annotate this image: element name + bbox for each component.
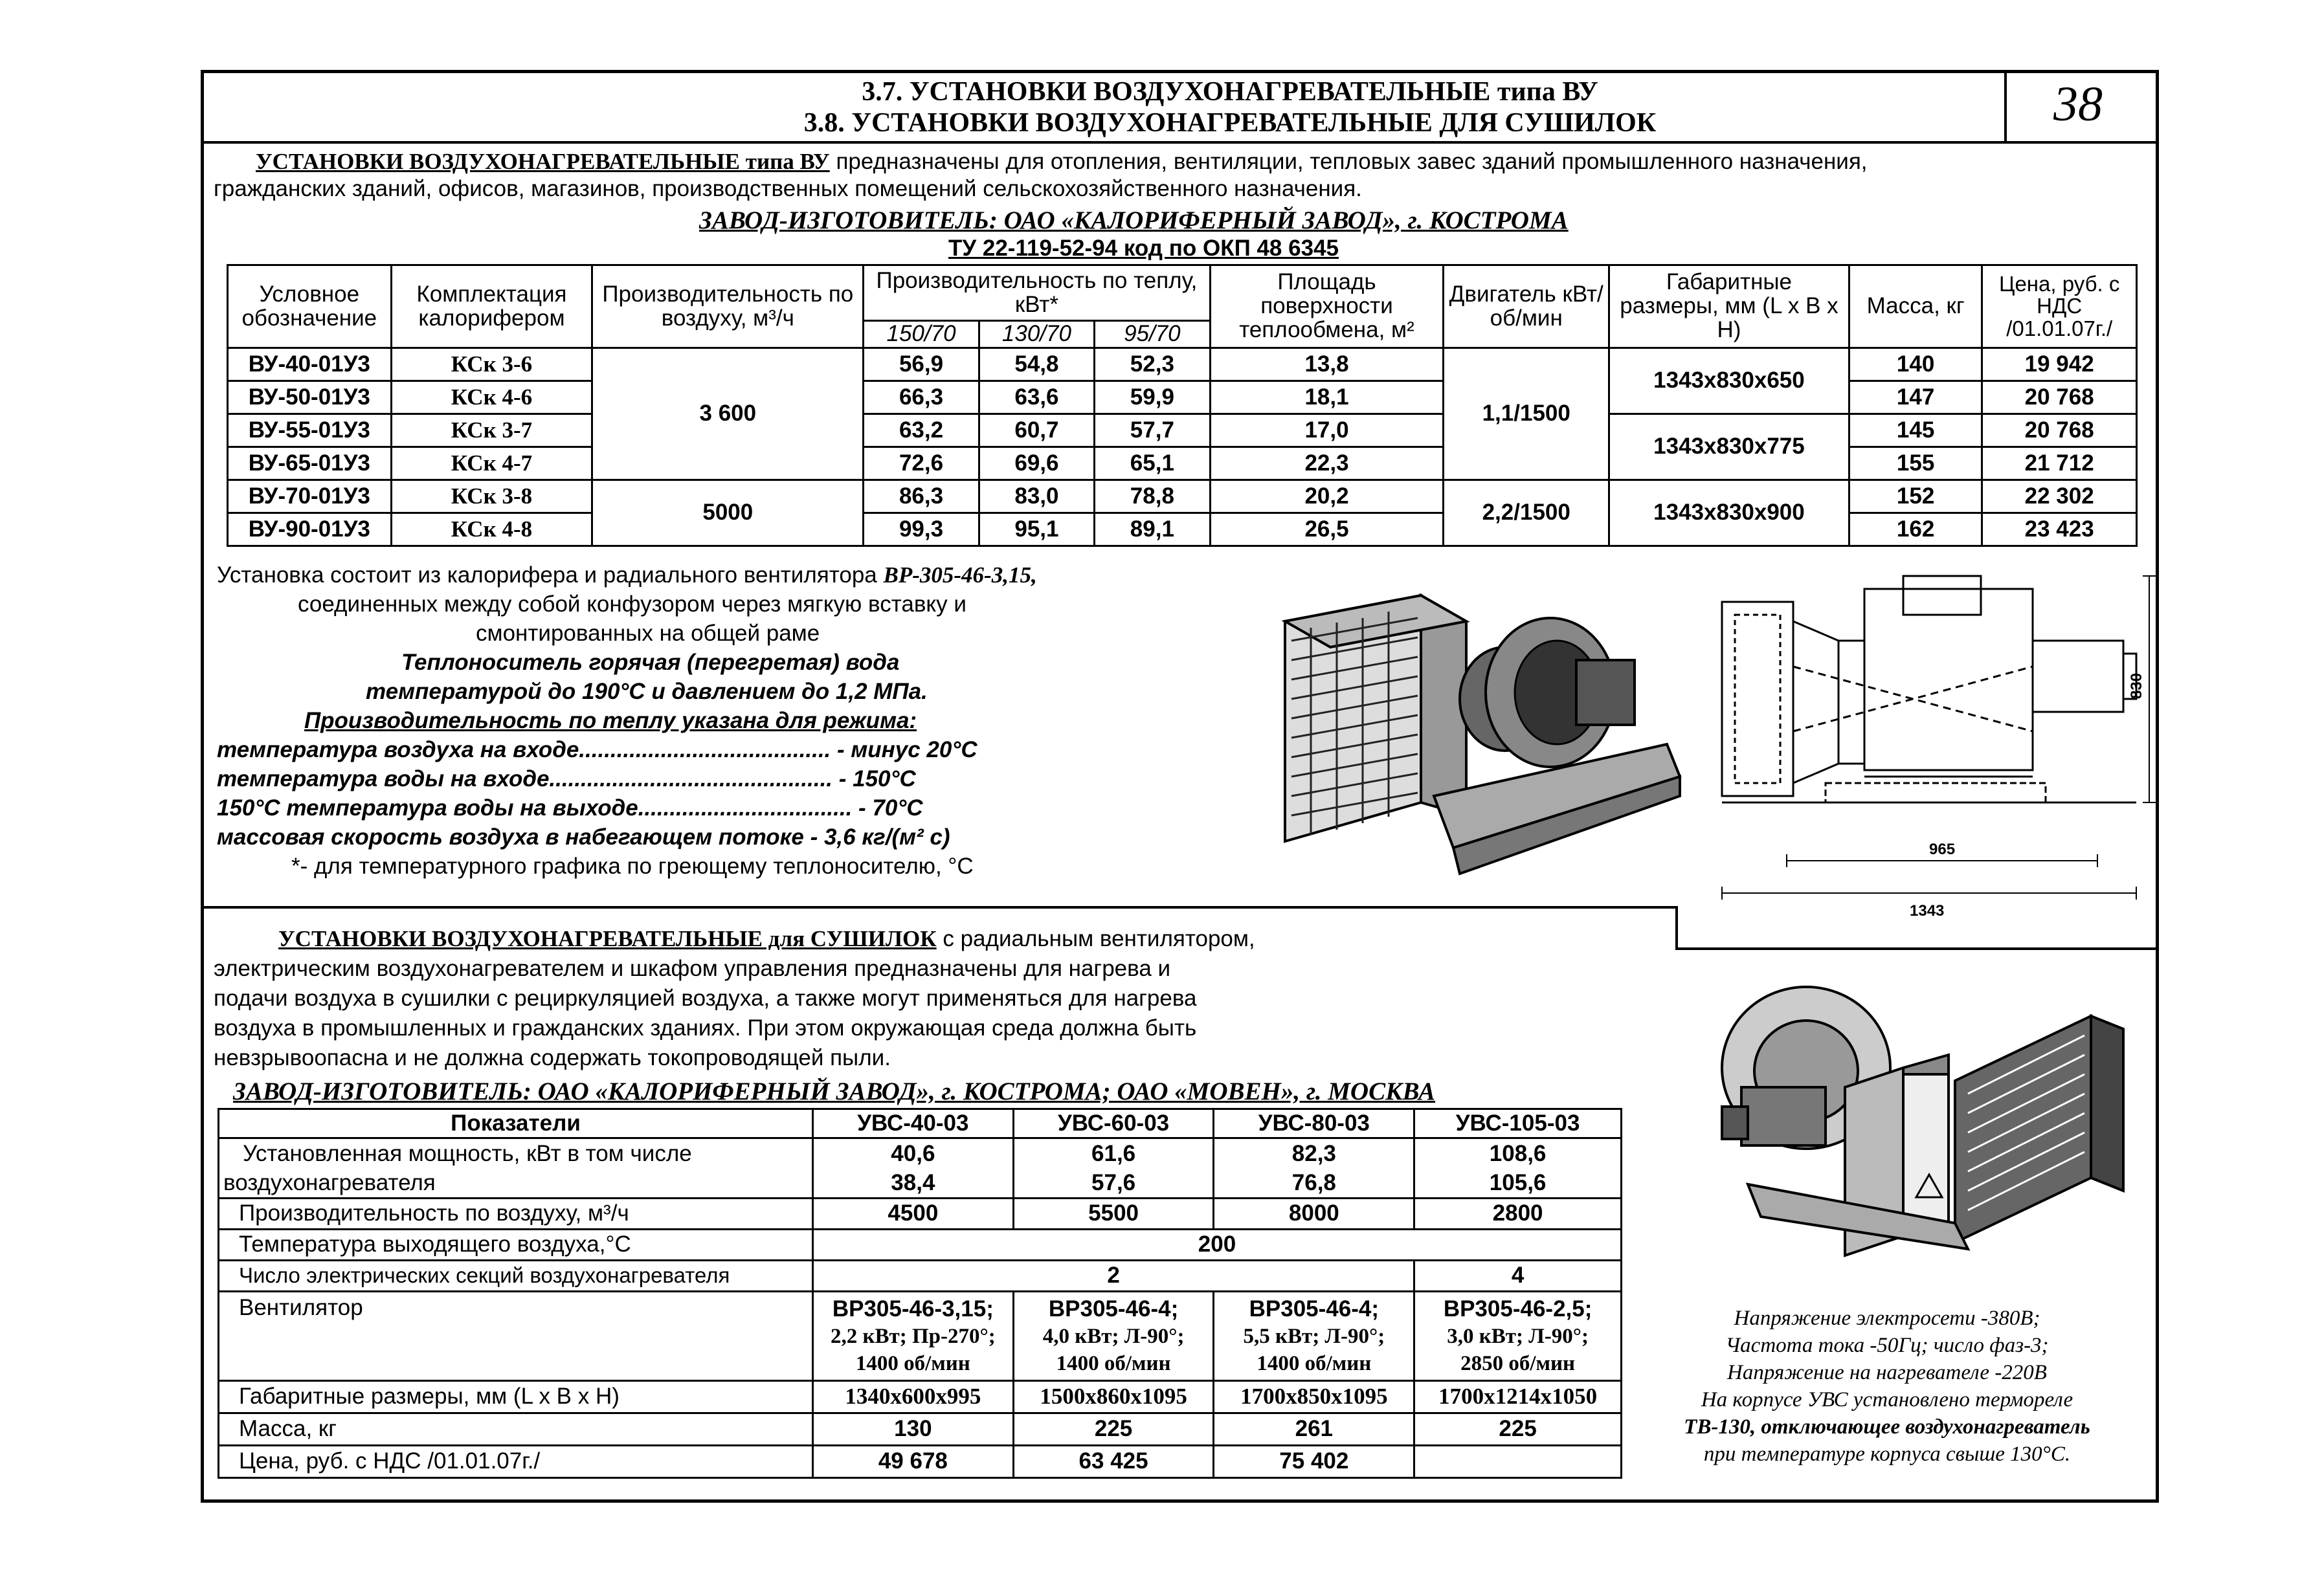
- title-underline: [201, 141, 2159, 144]
- row-area: 26,5: [1210, 513, 1444, 546]
- row-mass: 162: [1849, 513, 1982, 546]
- air-value: 4500: [813, 1199, 1014, 1230]
- row-price: 19 942: [1982, 348, 2137, 381]
- row-area: 22,3: [1210, 447, 1444, 480]
- row-h2: 69,6: [979, 447, 1094, 480]
- dryer-line-4: воздуха в промышленных и гражданских зданиях. При этом окружающая среда должна быть: [214, 1015, 1197, 1041]
- dim-width-label-2: 1343: [1910, 902, 1945, 920]
- desc-line-8: температура воды на входе............................................. - 150°С: [217, 766, 916, 791]
- dryer-line-2: электрическим воздухонагревателем и шкафом управления предназначены для нагрева и: [214, 956, 1171, 981]
- dryer-lead: УСТАНОВКИ ВОЗДУХОНАГРЕВАТЕЛЬНЫЕ для СУШИЛОК: [278, 926, 937, 951]
- row-heater: КСк 4-7: [391, 447, 592, 480]
- note-line: Напряжение на нагревателе -220В: [1727, 1361, 2047, 1384]
- row-area: 17,0: [1210, 414, 1444, 447]
- intro-line-2: гражданских зданий, офисов, магазинов, производственных помещений сельскохозяйственного назначения.: [214, 176, 1362, 201]
- fan-spec: 4,0 кВт; Л-90°;: [1042, 1324, 1185, 1348]
- dims-value: 1500x860x1095: [1013, 1381, 1214, 1413]
- price-value: 75 402: [1214, 1446, 1414, 1478]
- table-row: [228, 348, 2137, 381]
- fan-model: ВР305-46-4;: [1048, 1296, 1179, 1321]
- section-separator-step: [1675, 906, 1678, 950]
- temp-value: 200: [813, 1230, 1622, 1261]
- note-line: Частота тока -50Гц; число фаз-3;: [1725, 1334, 2049, 1357]
- price-value: 49 678: [813, 1446, 1014, 1478]
- desc-line-10: массовая скорость воздуха в набегающем потоке - 3,6 кг/(м² с): [217, 824, 950, 850]
- table-row: [219, 1292, 1622, 1381]
- motor-1-1: 1,1/1500: [1444, 348, 1609, 480]
- fan-spec: 5,5 кВт; Л-90°;: [1243, 1324, 1385, 1348]
- row-area: 18,1: [1210, 381, 1444, 414]
- row-heater: КСк 4-6: [391, 381, 592, 414]
- price-label: Цена, руб. с НДС /01.01.07г./: [219, 1446, 813, 1478]
- row-price: 22 302: [1982, 480, 2137, 513]
- power-value: 82,3: [1291, 1141, 1336, 1166]
- th-uvs-105: УВС-105-03: [1414, 1109, 1622, 1138]
- row-mass: 147: [1849, 381, 1982, 414]
- note-line: На корпусе УВС установлено термореле: [1701, 1388, 2073, 1411]
- dims-label: Габаритные размеры, мм (L x B x H): [219, 1381, 813, 1413]
- desc-line-2: соединенных между собой конфузором через мягкую вставку и: [298, 592, 966, 617]
- dims-value: 1340x600x995: [813, 1381, 1014, 1413]
- air-3600: 3 600: [592, 348, 864, 480]
- row-name: ВУ-40-01У3: [228, 348, 392, 381]
- th-area: Площадь поверхности теплообмена, м²: [1210, 265, 1444, 348]
- fan-model: ВР305-46-2,5;: [1443, 1296, 1592, 1321]
- desc-line-3: смонтированных на общей раме: [476, 621, 820, 646]
- power-label-1: Установленная мощность, кВт в том числе: [243, 1141, 692, 1166]
- row-h3: 57,7: [1095, 414, 1210, 447]
- note-line: ТВ-130, отключающее воздухонагреватель: [1684, 1415, 2090, 1439]
- row-mass: 145: [1849, 414, 1982, 447]
- temp-label: Температура выходящего воздуха,°С: [219, 1230, 813, 1261]
- row-name: ВУ-55-01У3: [228, 414, 392, 447]
- th-uvs-80: УВС-80-03: [1214, 1109, 1414, 1138]
- row-h2: 95,1: [979, 513, 1094, 546]
- desc-line-1a: Установка состоит из калорифера и радиального вентилятора: [217, 562, 884, 588]
- dryer-line-1: с радиальным вентилятором,: [936, 926, 1255, 951]
- row-h1: 63,2: [864, 414, 979, 447]
- table-row: [219, 1199, 1622, 1230]
- intro-rest: предназначены для отопления, вентиляции, тепловых завес зданий промышленного назначения,: [829, 149, 1868, 174]
- desc-line-4: Теплоноситель горячая (перегретая) вода: [401, 650, 900, 675]
- air-label: Производительность по воздуху, м³/ч: [219, 1199, 813, 1230]
- power-value: 108,6: [1489, 1141, 1547, 1166]
- air-value: 2800: [1414, 1199, 1622, 1230]
- th-price: Цена, руб. с НДС /01.01.07г./: [1982, 265, 2137, 348]
- row-h1: 99,3: [864, 513, 979, 546]
- dims-value: 1700x1214x1050: [1414, 1381, 1622, 1413]
- title-line-2: 3.8. УСТАНОВКИ ВОЗДУХОНАГРЕВАТЕЛЬНЫЕ ДЛЯ СУШИЛОК: [803, 108, 1657, 138]
- vu-unit-photo: [1272, 582, 1686, 887]
- th-heat: Производительность по теплу, кВт*: [864, 265, 1210, 321]
- mass-value: 225: [1414, 1413, 1622, 1446]
- row-area: 13,8: [1210, 348, 1444, 381]
- row-h3: 89,1: [1095, 513, 1210, 546]
- row-h2: 60,7: [979, 414, 1094, 447]
- dims-900: 1343x830x900: [1609, 480, 1849, 546]
- fan-model: ВР305-46-3,15;: [832, 1296, 994, 1321]
- row-h3: 52,3: [1095, 348, 1210, 381]
- section-separator: [201, 906, 1677, 909]
- air-value: 5500: [1013, 1199, 1214, 1230]
- row-h3: 65,1: [1095, 447, 1210, 480]
- heater-power-value: 38,4: [891, 1170, 935, 1195]
- vu-unit-drawing: [1709, 569, 2156, 932]
- tu-line: ТУ 22-119-52-94 код по ОКП 48 6345: [948, 236, 1339, 261]
- description-block: [217, 560, 1188, 881]
- th-dims: Габаритные размеры, мм (L x B x H): [1609, 265, 1849, 348]
- row-h2: 54,8: [979, 348, 1094, 381]
- sections-value-a: 2: [813, 1261, 1414, 1292]
- th-heater: Комплектация калорифером: [391, 265, 592, 348]
- uvs-table: [218, 1108, 1622, 1479]
- row-h3: 59,9: [1095, 381, 1210, 414]
- power-label-2: воздухонагревателя: [223, 1170, 436, 1195]
- intro-paragraph: [256, 146, 2152, 177]
- th-indicator: Показатели: [219, 1109, 813, 1138]
- desc-line-5: температурой до 190°С и давлением до 1,2 МПа.: [366, 679, 928, 704]
- fan-rpm: 1400 об/мин: [855, 1351, 970, 1375]
- table-row: [228, 513, 2137, 546]
- power-value: 40,6: [891, 1141, 935, 1166]
- section-separator-right: [1675, 947, 2159, 950]
- note-line: при температуре корпуса свыше 130°С.: [1703, 1443, 2071, 1466]
- th-designation: Условное обозначение: [228, 265, 392, 348]
- dims-775: 1343x830x775: [1609, 414, 1849, 480]
- row-name: ВУ-50-01У3: [228, 381, 392, 414]
- uvs-unit-photo: [1709, 977, 2136, 1281]
- th-mass: Масса, кг: [1849, 265, 1982, 348]
- notes-block: [1631, 1305, 2143, 1468]
- th-uvs-40: УВС-40-03: [813, 1109, 1014, 1138]
- sections-label: Число электрических секций воздухонагревателя: [219, 1261, 813, 1292]
- desc-line-11: *- для температурного графика по греющему теплоносителю, °С: [291, 854, 974, 879]
- fan-spec: 2,2 кВт; Пр-270°;: [831, 1324, 996, 1348]
- air-5000: 5000: [592, 480, 864, 546]
- row-area: 20,2: [1210, 480, 1444, 513]
- row-h1: 56,9: [864, 348, 979, 381]
- row-h1: 72,6: [864, 447, 979, 480]
- table-row: [219, 1261, 1622, 1292]
- th-heat-sub-3: 95/70: [1095, 321, 1210, 348]
- dim-height-label: 830: [2128, 672, 2145, 699]
- row-name: ВУ-70-01У3: [228, 480, 392, 513]
- motor-2-2: 2,2/1500: [1444, 480, 1609, 546]
- sections-value-b: 4: [1414, 1261, 1622, 1292]
- row-h2: 63,6: [979, 381, 1094, 414]
- price-value: 63 425: [1013, 1446, 1214, 1478]
- fan-model: ВР305-46-4;: [1249, 1296, 1380, 1321]
- row-mass: 155: [1849, 447, 1982, 480]
- units-vu-table: [227, 264, 2138, 547]
- table-row: [219, 1413, 1622, 1446]
- row-name: ВУ-90-01У3: [228, 513, 392, 546]
- th-air: Производительность по воздуху, м³/ч: [592, 265, 864, 348]
- power-value: 61,6: [1091, 1141, 1136, 1166]
- fan-label: Вентилятор: [219, 1292, 813, 1381]
- dryer-paragraph: [214, 924, 1638, 1073]
- table-row: [219, 1381, 1622, 1413]
- dims-value: 1700x850x1095: [1214, 1381, 1414, 1413]
- dims-650: 1343x830x650: [1609, 348, 1849, 414]
- row-heater: КСк 3-7: [391, 414, 592, 447]
- fan-rpm: 1400 об/мин: [1257, 1351, 1372, 1375]
- intro-lead: УСТАНОВКИ ВОЗДУХОНАГРЕВАТЕЛЬНЫЕ типа ВУ: [256, 149, 830, 174]
- note-line: Напряжение электросети -380В;: [1734, 1307, 2040, 1330]
- row-price: 23 423: [1982, 513, 2137, 546]
- row-heater: КСк 3-8: [391, 480, 592, 513]
- row-heater: КСк 4-8: [391, 513, 592, 546]
- table-row: [228, 381, 2137, 414]
- fan-rpm: 1400 об/мин: [1056, 1351, 1171, 1375]
- heater-power-value: 105,6: [1489, 1170, 1547, 1195]
- air-value: 8000: [1214, 1199, 1414, 1230]
- table-row: [228, 414, 2137, 447]
- heater-power-value: 76,8: [1291, 1170, 1336, 1195]
- desc-line-9: 150°С температура воды на выходе.................................. - 70°С: [217, 795, 923, 821]
- row-heater: КСк 3-6: [391, 348, 592, 381]
- table-row: [228, 480, 2137, 513]
- manufacturer-2: ЗАВОД-ИЗГОТОВИТЕЛЬ: ОАО «КАЛОРИФЕРНЫЙ ЗАВОД», г. КОСТРОМА; ОАО «МОВЕН», г. МОСКВА: [233, 1078, 1436, 1105]
- price-value: [1414, 1446, 1622, 1478]
- desc-line-7: температура воздуха на входе........................................ - минус 20°С: [217, 737, 978, 762]
- row-h1: 66,3: [864, 381, 979, 414]
- table-row: [219, 1446, 1622, 1478]
- row-mass: 152: [1849, 480, 1982, 513]
- row-h2: 83,0: [979, 480, 1094, 513]
- dim-width-label-1: 965: [1929, 841, 1956, 858]
- row-price: 20 768: [1982, 414, 2137, 447]
- th-motor: Двигатель кВт/об/мин: [1444, 265, 1609, 348]
- desc-line-1b: ВР-305-46-3,15,: [883, 562, 1037, 588]
- row-mass: 140: [1849, 348, 1982, 381]
- heater-power-value: 57,6: [1091, 1170, 1136, 1195]
- th-heat-sub-1: 150/70: [864, 321, 979, 348]
- mass-value: 225: [1013, 1413, 1214, 1446]
- page-number-divider: [2004, 70, 2007, 142]
- row-price: 20 768: [1982, 381, 2137, 414]
- row-name: ВУ-65-01У3: [228, 447, 392, 480]
- row-h3: 78,8: [1095, 480, 1210, 513]
- table-row: [219, 1138, 1622, 1199]
- row-h1: 86,3: [864, 480, 979, 513]
- dryer-line-3: подачи воздуха в сушилки с рециркуляцией воздуха, а также могут применяться для нагрева: [214, 986, 1197, 1011]
- table-row: [228, 447, 2137, 480]
- mass-value: 130: [813, 1413, 1014, 1446]
- th-uvs-60: УВС-60-03: [1013, 1109, 1214, 1138]
- desc-line-6: Производительность по теплу указана для режима:: [304, 708, 917, 733]
- page-number: 38: [2053, 77, 2103, 131]
- manufacturer-1: ЗАВОД-ИЗГОТОВИТЕЛЬ: ОАО «КАЛОРИФЕРНЫЙ ЗАВОД», г. КОСТРОМА: [699, 206, 1569, 234]
- fan-rpm: 2850 об/мин: [1460, 1351, 1576, 1375]
- th-heat-sub-2: 130/70: [979, 321, 1094, 348]
- table-row: [219, 1230, 1622, 1261]
- fan-spec: 3,0 кВт; Л-90°;: [1447, 1324, 1589, 1348]
- dryer-line-5: невзрывоопасна и не должна содержать токопроводящей пыли.: [214, 1045, 891, 1070]
- mass-value: 261: [1214, 1413, 1414, 1446]
- row-price: 21 712: [1982, 447, 2137, 480]
- title-line-1: 3.7. УСТАНОВКИ ВОЗДУХОНАГРЕВАТЕЛЬНЫЕ типа ВУ: [862, 77, 1598, 107]
- mass-label: Масса, кг: [219, 1413, 813, 1446]
